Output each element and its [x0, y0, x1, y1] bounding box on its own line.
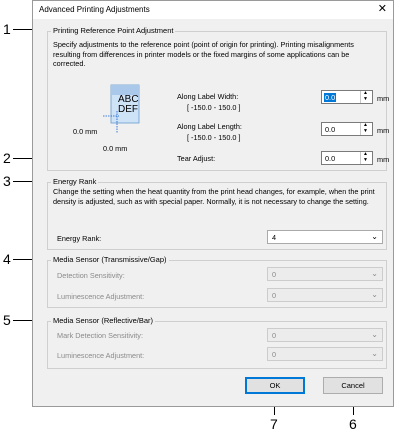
detection-sensitivity-label: Detection Sensitivity: [57, 271, 125, 280]
spin-down-icon[interactable]: ▼ [363, 128, 368, 134]
label-width-spinner[interactable] [321, 90, 373, 104]
callout-4: 4 [3, 251, 11, 267]
tear-adjust-value[interactable]: 0.0 [325, 154, 336, 163]
detection-sensitivity-value: 0 [272, 270, 277, 279]
tear-adjust-spinner[interactable] [321, 151, 373, 165]
callout-5: 5 [3, 312, 11, 328]
energy-rank-value: 4 [272, 233, 277, 242]
callout-6: 6 [349, 416, 357, 432]
illustration-x-value: 0.0 mm [73, 127, 98, 136]
chevron-down-icon: ⌄ [371, 269, 378, 278]
illustration-line-1: ABC [118, 94, 139, 105]
chevron-down-icon: ⌄ [371, 330, 378, 339]
tear-adjust-label: Tear Adjust: [177, 154, 216, 163]
callout-1: 1 [3, 21, 11, 37]
mark-detection-select[interactable] [267, 328, 383, 342]
media-sensor-transmissive-legend: Media Sensor (Transmissive/Gap) [53, 255, 167, 264]
dialog-title: Advanced Printing Adjustments [39, 5, 150, 14]
energy-rank-description: Change the setting when the heat quantity from the print head changes, for example, when the print density is adjusted, such as with special paper. Normally, it is not necessary to change the setting. [53, 187, 375, 206]
label-width-value[interactable]: 0.0 [325, 93, 336, 102]
title-bar [33, 1, 393, 19]
illustration-y-value: 0.0 mm [103, 144, 128, 153]
illustration-line-2: DEF [118, 104, 138, 115]
callout-7: 7 [270, 416, 278, 432]
label-length-range: [ -150.0 - 150.0 ] [187, 133, 241, 142]
media-sensor-reflective-legend: Media Sensor (Reflective/Bar) [53, 316, 154, 325]
spin-up-icon[interactable]: ▲ [363, 90, 368, 96]
label-width-unit: mm [377, 94, 390, 103]
spin-down-icon[interactable]: ▼ [363, 157, 368, 163]
chevron-down-icon: ⌄ [371, 232, 378, 241]
detection-sensitivity-select[interactable] [267, 267, 383, 281]
spin-down-icon[interactable]: ▼ [363, 96, 368, 102]
close-icon[interactable]: ✕ [377, 3, 387, 15]
energy-rank-legend: Energy Rank [53, 177, 97, 186]
advanced-printing-dialog [32, 0, 394, 407]
chevron-down-icon: ⌄ [371, 290, 378, 299]
mark-detection-label: Mark Detection Sensitivity: [57, 331, 143, 340]
label-length-value[interactable]: 0.0 [325, 125, 336, 134]
energy-rank-select[interactable] [267, 230, 383, 244]
ok-button[interactable]: OK [245, 377, 305, 394]
label-length-spinner[interactable] [321, 122, 373, 136]
tear-adjust-unit: mm [377, 155, 390, 164]
energy-rank-label: Energy Rank: [57, 234, 102, 243]
transmissive-luminescence-select[interactable] [267, 288, 383, 302]
transmissive-luminescence-label: Luminescence Adjustment: [57, 292, 145, 301]
mark-detection-value: 0 [272, 331, 277, 340]
reflective-luminescence-label: Luminescence Adjustment: [57, 351, 145, 360]
reference-point-description: Specify adjustments to the reference point (point of origin for printing). Printing misalignments resulting from differences in printer models or the fixed margins of some applications can be corrected. [53, 40, 354, 68]
reflective-luminescence-select[interactable] [267, 347, 383, 361]
label-length-label: Along Label Length: [177, 122, 242, 131]
spin-up-icon[interactable]: ▲ [363, 151, 368, 157]
cancel-button[interactable]: Cancel [323, 377, 383, 394]
callout-2: 2 [3, 150, 11, 166]
label-illustration [103, 81, 147, 133]
label-width-label: Along Label Width: [177, 92, 239, 101]
reference-point-legend: Printing Reference Point Adjustment [53, 26, 174, 35]
reflective-luminescence-value: 0 [272, 350, 277, 359]
label-length-unit: mm [377, 126, 390, 135]
callout-3: 3 [3, 173, 11, 189]
chevron-down-icon: ⌄ [371, 349, 378, 358]
label-width-range: [ -150.0 - 150.0 ] [187, 103, 241, 112]
spin-up-icon[interactable]: ▲ [363, 122, 368, 128]
transmissive-luminescence-value: 0 [272, 291, 277, 300]
